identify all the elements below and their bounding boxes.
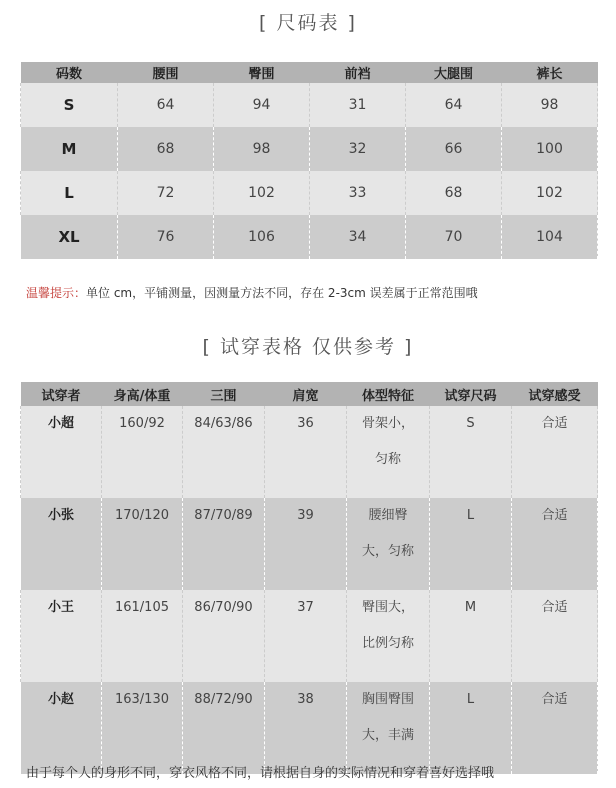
body-feature-cell	[347, 682, 430, 774]
table-cell: 33	[310, 171, 406, 215]
table-cell: 72	[118, 171, 214, 215]
header-cell: 大腿围	[406, 62, 502, 83]
table-cell: 38	[265, 682, 347, 774]
table-cell: 94	[214, 83, 310, 127]
header-cell: 肩宽	[265, 382, 347, 406]
header-cell: 体型特征	[347, 382, 430, 406]
table-cell: 84/63/86	[183, 406, 265, 498]
body-feature: 臀围大，比例匀称	[361, 600, 414, 651]
header-cell: 身高/体重	[102, 382, 183, 406]
table-cell: 87/70/89	[183, 498, 265, 590]
tester-name: 小赵	[21, 682, 102, 774]
table-cell: 170/120	[102, 498, 183, 590]
table-cell: L	[430, 682, 512, 774]
table-cell: 64	[406, 83, 502, 127]
size-cell: XL	[21, 215, 118, 259]
table-cell: 32	[310, 127, 406, 171]
trial-chart-table	[20, 382, 598, 774]
header-cell: 裤长	[502, 62, 598, 83]
table-cell: 64	[118, 83, 214, 127]
table-cell: 34	[310, 215, 406, 259]
table-cell: 合适	[512, 682, 598, 774]
table-cell: S	[430, 406, 512, 498]
size-cell: M	[21, 127, 118, 171]
header-cell: 试穿者	[21, 382, 102, 406]
body-feature: 胸围臀围大，丰满	[361, 692, 414, 743]
table-cell: 86/70/90	[183, 590, 265, 682]
table-row	[21, 215, 598, 259]
size-chart-title: [ 尺码表 ]	[259, 12, 357, 34]
header-cell: 三围	[183, 382, 265, 406]
tester-name: 小张	[21, 498, 102, 590]
body-feature-cell	[347, 498, 430, 590]
table-row	[21, 406, 598, 498]
table-cell: 合适	[512, 498, 598, 590]
header-cell: 试穿感受	[512, 382, 598, 406]
table-row	[21, 83, 598, 127]
table-row	[21, 127, 598, 171]
note-text: 单位 cm，平铺测量，因测量方法不同，存在 2-3cm 误差属于正常范围哦	[86, 286, 478, 300]
table-cell: 100	[502, 127, 598, 171]
body-feature-cell	[347, 406, 430, 498]
table-cell: 106	[214, 215, 310, 259]
table-cell: 37	[265, 590, 347, 682]
body-feature: 腰细臀大，匀称	[361, 508, 414, 559]
size-cell: S	[21, 83, 118, 127]
table-cell: 68	[406, 171, 502, 215]
table-cell: 66	[406, 127, 502, 171]
table-row	[21, 171, 598, 215]
table-cell: 70	[406, 215, 502, 259]
size-cell: L	[21, 171, 118, 215]
header-cell: 腰围	[118, 62, 214, 83]
tester-name: 小王	[21, 590, 102, 682]
header-cell: 试穿尺码	[430, 382, 512, 406]
body-feature-cell	[347, 590, 430, 682]
size-chart-header-row	[21, 62, 598, 83]
table-cell: 102	[502, 171, 598, 215]
table-cell: 31	[310, 83, 406, 127]
table-cell: 39	[265, 498, 347, 590]
table-cell: L	[430, 498, 512, 590]
note-label: 温馨提示：	[26, 286, 87, 300]
table-cell: 98	[214, 127, 310, 171]
table-cell: 88/72/90	[183, 682, 265, 774]
table-cell: 98	[502, 83, 598, 127]
footer-note: 由于每个人的身形不同，穿衣风格不同，请根据自身的实际情况和穿着喜好选择哦	[26, 766, 495, 781]
measurement-note	[26, 284, 478, 301]
table-cell: 160/92	[102, 406, 183, 498]
table-cell: 161/105	[102, 590, 183, 682]
body-feature: 骨架小，匀称	[361, 416, 414, 467]
table-cell: 68	[118, 127, 214, 171]
table-cell: 36	[265, 406, 347, 498]
table-cell: 163/130	[102, 682, 183, 774]
table-cell: 合适	[512, 590, 598, 682]
table-row	[21, 498, 598, 590]
size-chart-table	[20, 62, 598, 259]
trial-chart-header-row	[21, 382, 598, 406]
table-cell: M	[430, 590, 512, 682]
table-row	[21, 590, 598, 682]
table-cell: 合适	[512, 406, 598, 498]
header-cell: 臀围	[214, 62, 310, 83]
header-cell: 码数	[21, 62, 118, 83]
table-cell: 104	[502, 215, 598, 259]
table-cell: 102	[214, 171, 310, 215]
table-row	[21, 682, 598, 774]
tester-name: 小超	[21, 406, 102, 498]
trial-chart-title: [ 试穿表格 仅供参考 ]	[202, 336, 414, 358]
table-cell: 76	[118, 215, 214, 259]
header-cell: 前裆	[310, 62, 406, 83]
